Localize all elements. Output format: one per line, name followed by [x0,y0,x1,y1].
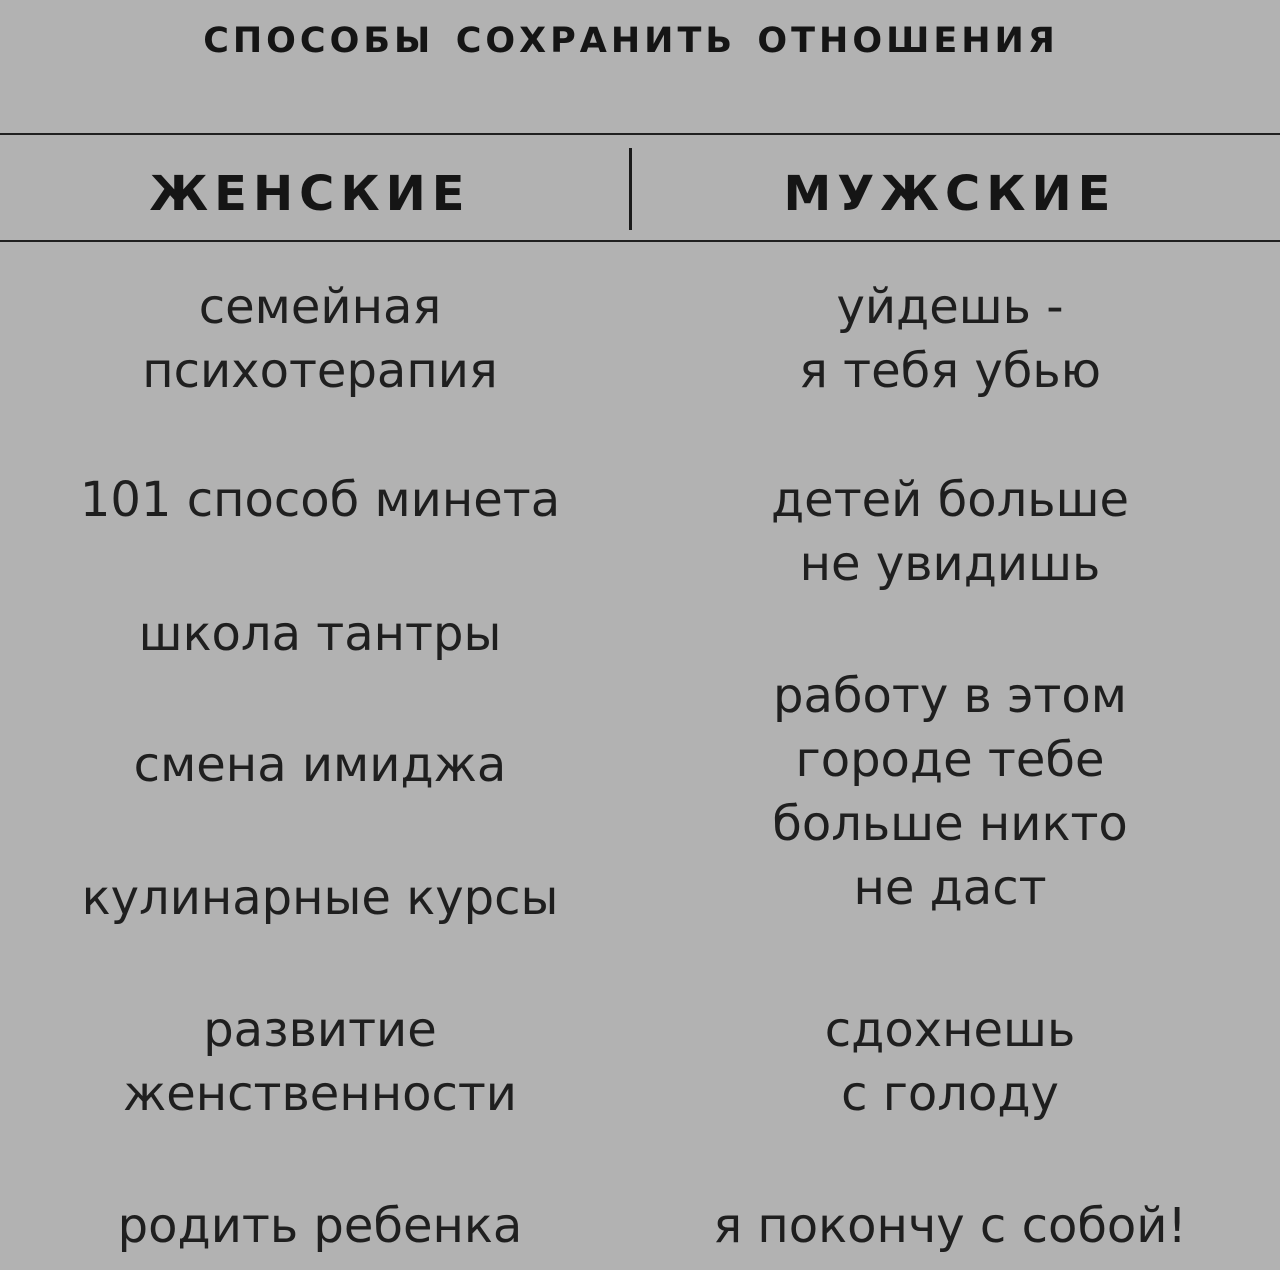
men-column-header: МУЖСКИЕ [783,166,1117,222]
women-column-header: ЖЕНСКИЕ [149,166,471,222]
men-item: я покончу с собой! [713,1198,1187,1254]
women-item: родить ребенка [117,1198,523,1254]
women-item: смена имиджа [133,737,507,793]
column-divider [629,148,632,230]
header-bottom-rule [0,240,1280,242]
men-item: работу в этом городе тебе больше никто не даст [772,668,1128,916]
women-item: развитие женственности [122,1002,517,1122]
page-title: способы сохранить отношения [203,6,1059,64]
men-item: уйдешь - я тебя убью [798,279,1102,399]
women-item: 101 способ минета [79,472,561,528]
men-item: детей больше не увидишь [770,472,1130,592]
women-item: кулинарные курсы [81,870,559,926]
men-item: сдохнешь с голоду [824,1002,1076,1122]
header-top-rule [0,133,1280,135]
women-item: школа тантры [138,606,502,662]
women-item: семейная психотерапия [142,279,498,399]
